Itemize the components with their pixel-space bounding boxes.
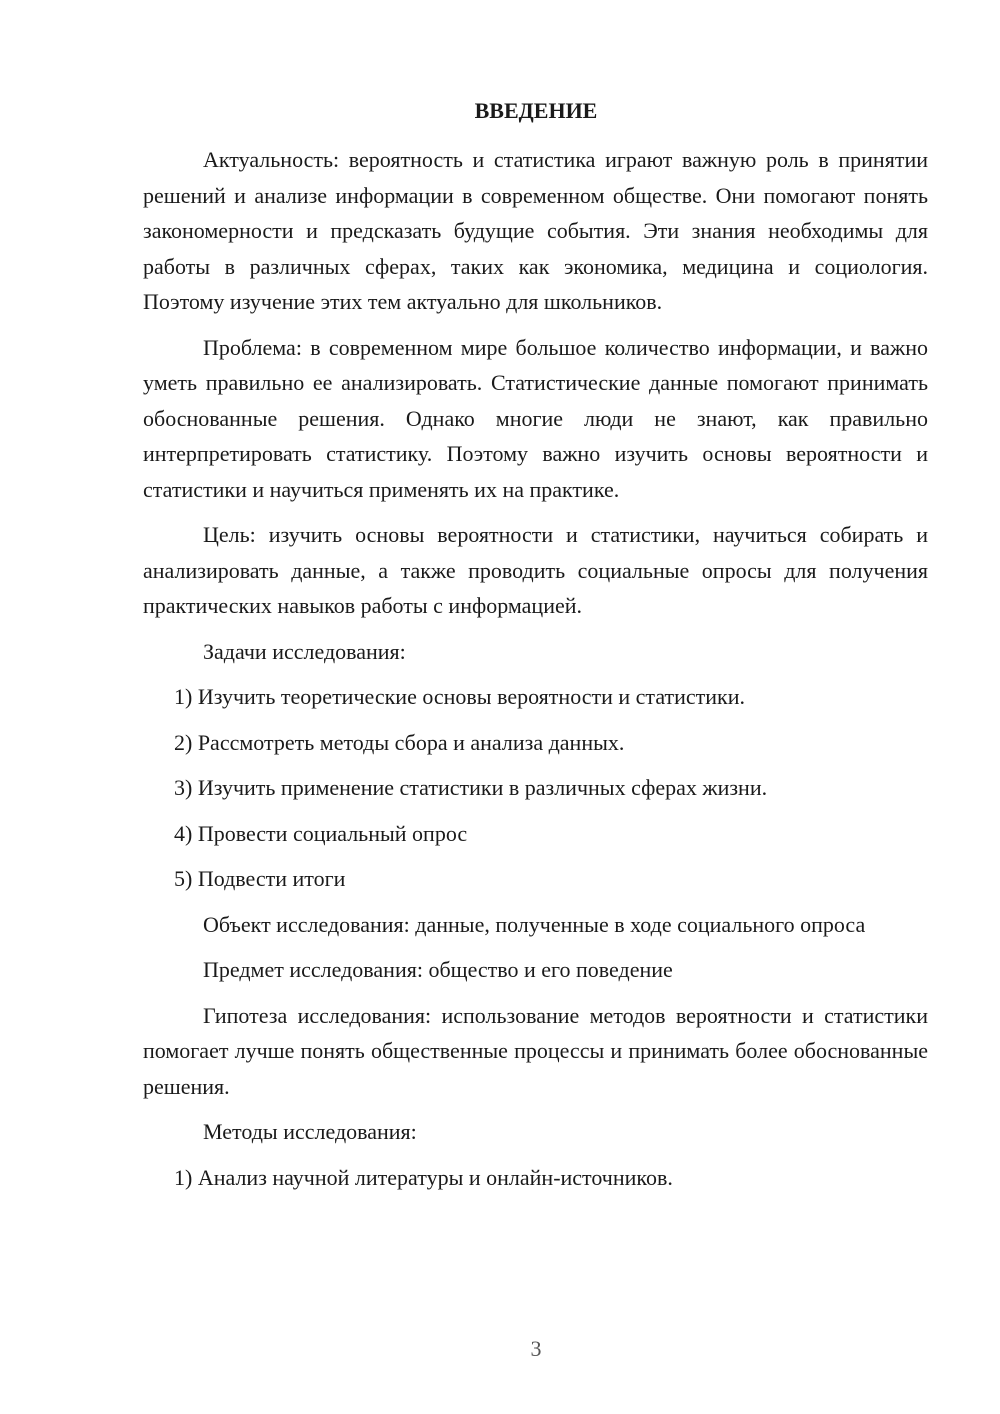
page-number: 3	[530, 1336, 542, 1361]
task-item: 1) Изучить теоретические основы вероятности и статистики.	[174, 684, 746, 709]
paragraph-problem: Проблема: в современном мире большое количество информации, и важно уметь правильно ее анализировать. Статистические данные помогают принимать обоснованные решения. Однако многие люди не знают, как правильно интерпретировать статистику. Поэтому важно изучить основы вероятности и статистики и научиться применять их на практике.	[143, 334, 928, 502]
method-item: 1) Анализ научной литературы и онлайн-источников.	[174, 1164, 673, 1190]
paragraph-subject: Предмет исследования: общество и его поведение	[203, 957, 673, 982]
paragraph-goal: Цель: изучить основы вероятности и статистики, научиться собирать и анализировать данные, а также проводить социальные опросы для получения практических навыков работы с информацией.	[143, 522, 928, 618]
paragraph-hypothesis: Гипотеза исследования: использование методов вероятности и статистики помогает лучше понять общественные процессы и принимать более обоснованные решения.	[143, 1002, 928, 1099]
body-text	[143, 142, 928, 1195]
task-item: 4) Провести социальный опрос	[174, 820, 468, 846]
paragraph-object: Объект исследования: данные, полученные в ходе социального опроса	[203, 911, 866, 937]
task-item: 5) Подвести итоги	[174, 866, 346, 891]
task-item: 2) Рассмотреть методы сбора и анализа данных.	[174, 729, 625, 755]
section-heading: ВВЕДЕНИЕ	[474, 98, 598, 123]
methods-title: Методы исследования:	[203, 1119, 417, 1144]
task-item: 3) Изучить применение статистики в различных сферах жизни.	[174, 775, 768, 800]
paragraph-relevance: Актуальность: вероятность и статистика играют важную роль в принятии решений и анализе информации в современном обществе. Они помогают понять закономерности и предсказать будущие события. Эти знания необходимы для работы в различных сферах, таких как экономика, медицина и социология. Поэтому изучение этих тем актуально для школьников.	[143, 147, 928, 314]
tasks-title: Задачи исследования:	[203, 638, 406, 664]
